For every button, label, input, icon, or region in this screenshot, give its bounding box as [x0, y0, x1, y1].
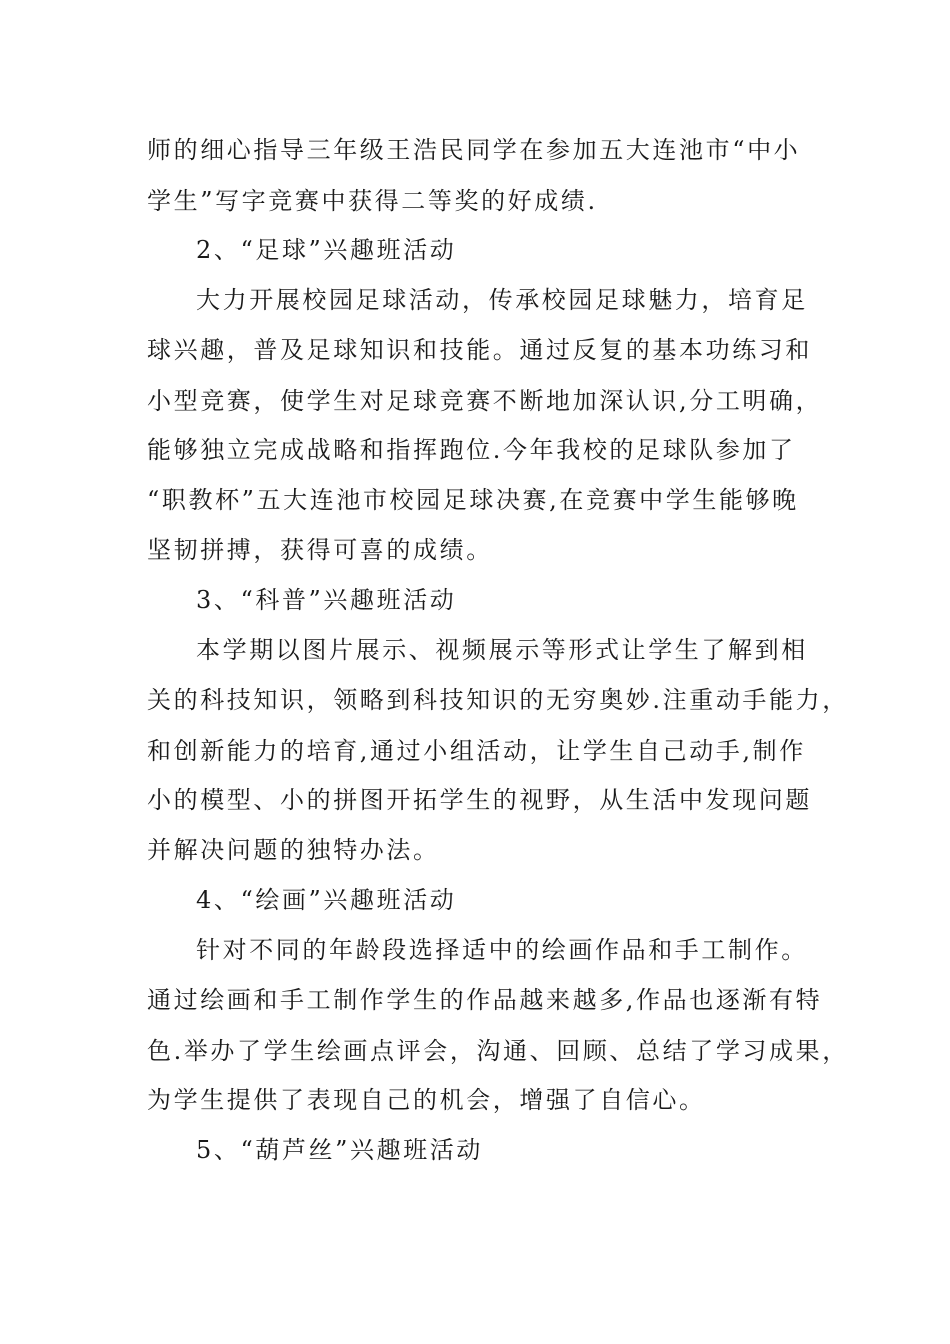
paragraph-line: 球兴趣，普及足球知识和技能。通过反复的基本功练习和	[147, 336, 812, 364]
paragraph-line: 针对不同的年龄段选择适中的绘画作品和手工制作。	[196, 936, 808, 964]
paragraph-line: 关的科技知识，领略到科技知识的无穷奥妙.注重动手能力，	[147, 686, 849, 714]
section-heading: 4、“绘画”兴趣班活动	[196, 886, 457, 914]
paragraph-line: 大力开展校园足球活动，传承校园足球魅力，培育足	[196, 286, 808, 314]
paragraph-line: 坚韧拼搏，获得可喜的成绩。	[147, 536, 493, 564]
paragraph-line: 小的模型、小的拼图开拓学生的视野，从生活中发现问题	[147, 786, 812, 814]
paragraph-line: 师的细心指导三年级王浩民同学在参加五大连池市“中小	[147, 136, 801, 164]
paragraph-line: 学生”写字竞赛中获得二等奖的好成绩.	[147, 187, 598, 215]
paragraph-line: 能够独立完成战略和指挥跑位.今年我校的足球队参加了	[147, 436, 796, 464]
paragraph-line: 和创新能力的培育,通过小组活动，让学生自己动手,制作	[147, 737, 806, 765]
section-heading: 5、“葫芦丝”兴趣班活动	[196, 1136, 484, 1164]
section-heading: 3、“科普”兴趣班活动	[196, 586, 457, 614]
paragraph-line: 色.举办了学生绘画点评会，沟通、回顾、总结了学习成果，	[147, 1037, 849, 1065]
section-heading: 2、“足球”兴趣班活动	[196, 236, 457, 264]
paragraph-line: 为学生提供了表现自己的机会，增强了自信心。	[147, 1086, 706, 1114]
paragraph-line: 通过绘画和手工制作学生的作品越来越多,作品也逐渐有特	[147, 986, 823, 1014]
paragraph-line: 本学期以图片展示、视频展示等形式让学生了解到相	[196, 636, 808, 664]
paragraph-line: 小型竞赛，使学生对足球竞赛不断地加深认识,分工明确，	[147, 387, 823, 415]
paragraph-line: 并解决问题的独特办法。	[147, 836, 440, 864]
paragraph-line: “职教杯”五大连池市校园足球决赛,在竞赛中学生能够晚	[147, 486, 799, 514]
